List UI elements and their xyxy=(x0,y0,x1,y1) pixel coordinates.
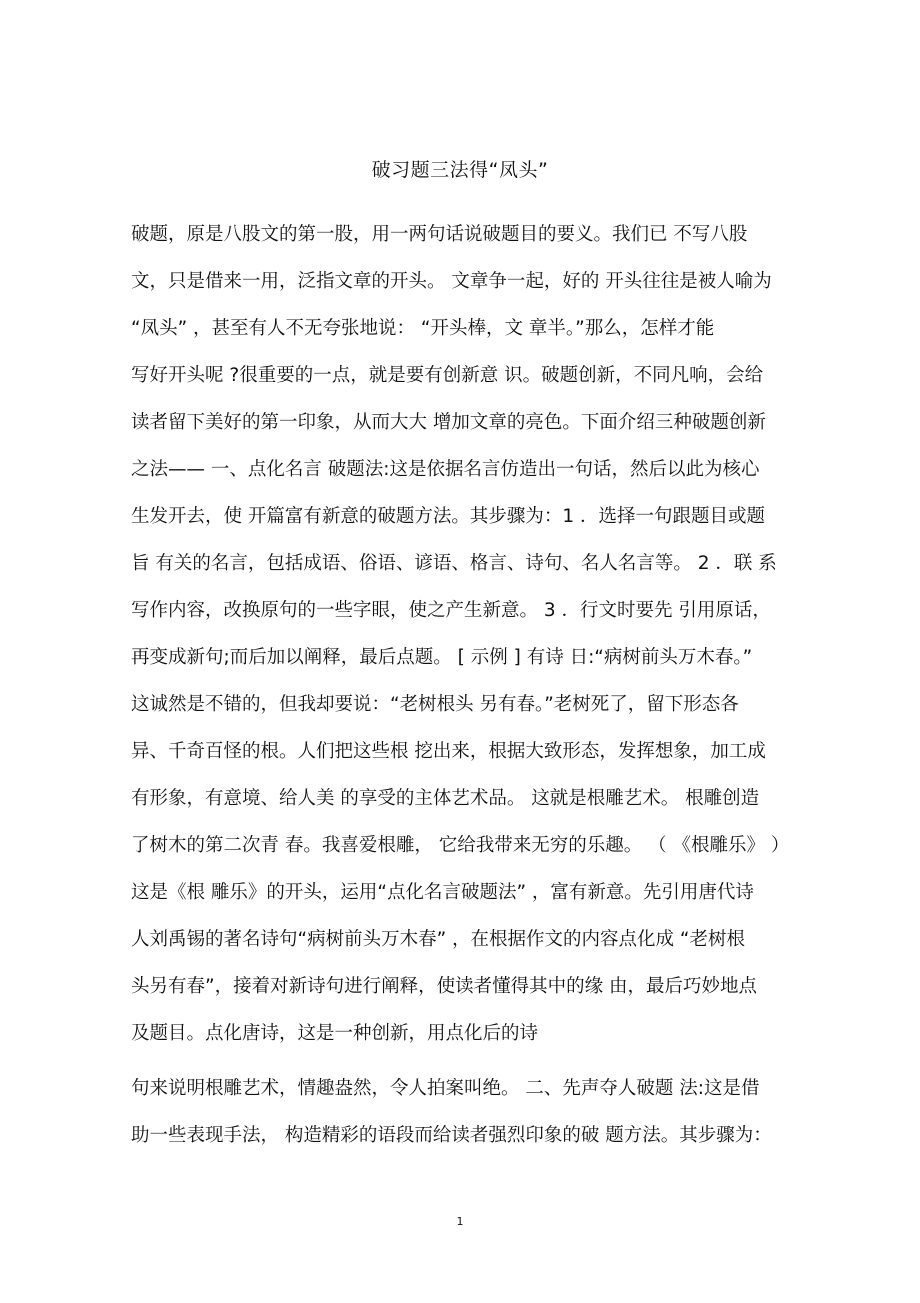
body-line-12: 异、千奇百怪的根。人们把这些根 挖出来，根据大致形态，发挥想象，加工成 xyxy=(131,741,766,762)
page-number: 1 xyxy=(456,1215,464,1228)
body-line-8: 旨 有关的名言，包括成语、俗语、谚语、格言、诗句、名人名言等。 2 ．联 系 xyxy=(131,553,777,574)
body-line-14: 了树木的第二次青 春。我喜爱根雕， 它给我带来无穷的乐趣。 （ 《根雕乐》 ） xyxy=(131,835,790,856)
body-line-3: “凤头” ，甚至有人不无夸张地说： “开头棒，文 章半。”那么，怎样才能 xyxy=(131,318,715,339)
document-title: 破习题三法得“凤头” xyxy=(371,159,549,181)
body-line-4: 写好开头呢 ?很重要的一点，就是要有创新意 识。破题创新，不同凡响，会给 xyxy=(131,365,764,386)
body-line-19: 句来说明根雕艺术，情趣盎然，令人拍案叫绝。 二、先声夺人破题 法:这是借 xyxy=(131,1078,760,1099)
body-line-18: 及题目。点化唐诗，这是一种创新，用点化后的诗 xyxy=(131,1023,539,1044)
body-line-1: 破题，原是八股文的第一股，用一两句话说破题目的要义。我们已 不写八股 xyxy=(131,224,748,245)
body-line-5: 读者留下美好的第一印象，从而大大 增加文章的亮色。下面介绍三种破题创新 xyxy=(131,412,766,433)
body-line-17: 头另有春”，接着对新诗句进行阐释，使读者懂得其中的缘 由，最后巧妙地点 xyxy=(131,976,757,997)
body-line-11: 这诚然是不错的，但我却要说：“老树根头 另有春。”老树死了，留下形态各 xyxy=(131,694,739,715)
body-line-13: 有形象，有意境、给人美 的享受的主体艺术品。 这就是根雕艺术。 根雕创造 xyxy=(131,788,760,809)
body-line-2: 文，只是借来一用，泛指文章的开头。 文章争一起，好的 开头往往是被人喻为 xyxy=(131,271,772,292)
body-line-10: 再变成新句;而后加以阐释，最后点题。 [ 示例 ] 有诗 日:“病树前头万木春。” xyxy=(131,647,753,668)
body-line-6: 之法—— 一、点化名言 破题法:这是依据名言仿造出一句话，然后以此为核心 xyxy=(131,459,760,480)
body-line-16: 人刘禹锡的著名诗句“病树前头万木春” ，在根据作文的内容点化成 “老树根 xyxy=(131,929,746,950)
body-line-20: 助一些表现手法， 构造精彩的语段而给读者强烈印象的破 题方法。其步骤为： xyxy=(131,1125,772,1146)
body-line-15: 这是《根 雕乐》的开头，运用“点化名言破题法” ，富有新意。先引用唐代诗 xyxy=(131,882,754,903)
body-line-7: 生发开去，使 开篇富有新意的破题方法。其步骤为：1 ．选择一句跟题目或题 xyxy=(131,506,766,527)
body-line-9: 写作内容，改换原句的一些字眼，使之产生新意。 3 ．行文时要先 引用原话， xyxy=(131,600,771,621)
